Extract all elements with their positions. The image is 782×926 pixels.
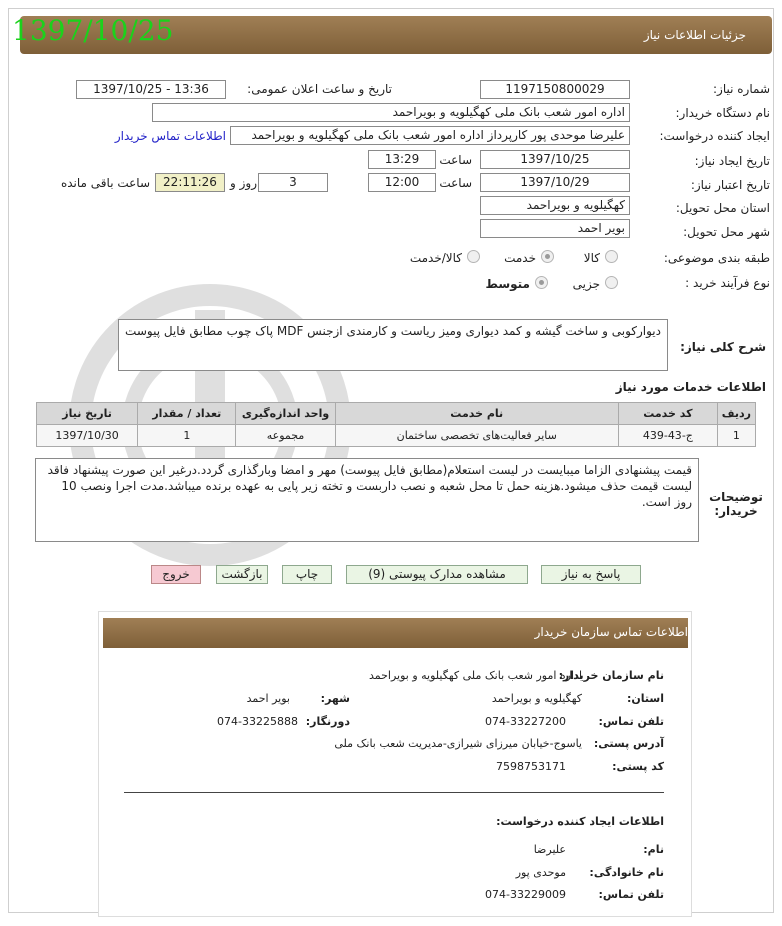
org-value: اداره امور شعب بانک ملی کهگیلویه و بویراحمد — [368, 669, 582, 682]
province-key: استان: — [627, 692, 664, 705]
create-date-label: تاریخ ایجاد نیاز: — [694, 154, 770, 168]
process-radio-minor[interactable] — [605, 276, 618, 289]
cell-service-code: ج-43-439 — [618, 425, 717, 447]
category-option-goods-service: کالا/خدمت — [409, 251, 462, 265]
col-quantity: تعداد / مقدار — [138, 403, 236, 425]
province-value: کهگیلویه و بویراحمد — [491, 692, 582, 705]
creator-label: ایجاد کننده درخواست: — [659, 129, 770, 143]
print-button[interactable]: چاپ — [282, 565, 332, 584]
creator-info-title: اطلاعات ایجاد کننده درخواست: — [496, 815, 664, 828]
back-button[interactable]: بازگشت — [216, 565, 268, 584]
reply-button[interactable]: پاسخ به نیاز — [541, 565, 641, 584]
fax-value: 074-33225888 — [217, 715, 298, 728]
address-value: یاسوج-خیابان میرزای شیرازی-مدیریت شعب بانک ملی — [334, 737, 582, 750]
contact-card-title: اطلاعات تماس سازمان خریدار — [534, 625, 688, 639]
remaining-time-field: 22:11:26 — [155, 173, 225, 192]
city-value: بویر احمد — [246, 692, 290, 705]
creator-field: علیرضا موحدی پور کارپرداز اداره امور شعب بانک ملی کهگیلویه و بویراحمد — [230, 126, 630, 145]
table-row — [37, 425, 756, 447]
cell-unit: مجموعه — [236, 425, 335, 447]
cell-need-date: 1397/10/30 — [37, 425, 138, 447]
creator-phone-value: 074-33229009 — [485, 888, 566, 901]
buyer-contact-link[interactable]: اطلاعات تماس خریدار — [114, 129, 226, 143]
announce-label: تاریخ و ساعت اعلان عمومی: — [247, 82, 392, 96]
attachments-button[interactable]: مشاهده مدارک پیوستی (9) — [346, 565, 528, 584]
col-unit: واحد اندازه‌گیری — [236, 403, 335, 425]
notes-textbox: قیمت پیشنهادی الزاما میبایست در لیست استعلام(مطابق فایل پیوست) مهر و امضا وبارگذاری گردد.درغیر این صورت پیشنهاد فاقد لیست قیمت حذف میشود.هزینه حمل تا محل شعبه و نصب داربست و تخته زیر پایی به عهده برنده میباشد.مدت اجرا ونصب 10 روز است. — [35, 458, 699, 542]
name-value: علیرضا — [533, 843, 566, 856]
org-key: نام سازمان خریدار: — [558, 669, 664, 682]
valid-time-label: ساعت — [439, 176, 472, 190]
create-time-field: 13:29 — [368, 150, 436, 169]
col-need-date: تاریخ نیاز — [37, 403, 138, 425]
valid-time-field: 12:00 — [368, 173, 436, 192]
phone-value: 074-33227200 — [485, 715, 566, 728]
page-title: جزئیات اطلاعات نیاز — [643, 28, 746, 42]
name-key: نام: — [643, 843, 664, 856]
buyer-org-label: نام دستگاه خریدار: — [675, 106, 770, 120]
province-field: کهگیلویه و بویراحمد — [480, 196, 630, 215]
address-key: آدرس پستی: — [593, 737, 664, 750]
need-number-label: شماره نیاز: — [713, 82, 770, 96]
cell-quantity: 1 — [138, 425, 236, 447]
process-option-minor: جزیی — [572, 277, 600, 291]
process-label: نوع فرآیند خرید : — [685, 276, 770, 290]
category-option-service: خدمت — [504, 251, 536, 265]
process-option-medium: متوسط — [485, 277, 530, 291]
date-stamp: 1397/10/25 — [12, 14, 174, 47]
cell-row: 1 — [717, 425, 755, 447]
city-field: بویر احمد — [480, 219, 630, 238]
family-key: نام خانوادگی: — [589, 866, 664, 879]
postal-key: کد پستی: — [612, 760, 664, 773]
valid-date-label: تاریخ اعتبار نیاز: — [690, 178, 770, 192]
postal-value: 7598753171 — [496, 760, 566, 773]
family-value: موحدی پور — [515, 866, 566, 879]
notes-label: توضیحات خریدار: — [709, 490, 763, 518]
exit-button[interactable]: خروج — [151, 565, 201, 584]
city-label: شهر محل تحویل: — [683, 225, 770, 239]
city-key: شهر: — [320, 692, 350, 705]
services-title: اطلاعات خدمات مورد نیاز — [615, 380, 766, 394]
remaining-days-field: 3 — [258, 173, 328, 192]
cell-service-name: سایر فعالیت‌های تخصصی ساختمان — [335, 425, 618, 447]
creator-phone-key: تلفن تماس: — [598, 888, 664, 901]
create-date-field: 1397/10/25 — [480, 150, 630, 169]
need-number-field: 1197150800029 — [480, 80, 630, 99]
province-label: استان محل تحویل: — [675, 201, 770, 215]
phone-key: تلفن تماس: — [598, 715, 664, 728]
days-label: روز و — [230, 176, 257, 190]
remaining-label: ساعت باقی مانده — [60, 176, 150, 190]
category-radio-goods[interactable] — [605, 250, 618, 263]
category-radio-goods-service[interactable] — [467, 250, 480, 263]
col-service-name: نام خدمت — [335, 403, 618, 425]
create-time-label: ساعت — [439, 153, 472, 167]
services-header-row — [37, 403, 756, 425]
process-radio-medium[interactable] — [535, 276, 548, 289]
category-radio-service[interactable] — [541, 250, 554, 263]
col-service-code: کد خدمت — [618, 403, 717, 425]
services-table — [36, 402, 756, 447]
valid-date-field: 1397/10/29 — [480, 173, 630, 192]
category-label: طبقه بندی موضوعی: — [663, 251, 770, 265]
summary-textbox: دیوارکوبی و ساخت گیشه و کمد دیواری ومیز ریاست و کارمندی ازجنس MDF پاک چوب مطابق فایل پیوست — [118, 319, 668, 371]
announce-field: 1397/10/25 - 13:36 — [76, 80, 226, 99]
category-option-goods: کالا — [583, 251, 600, 265]
contact-divider — [124, 792, 664, 793]
buyer-org-field: اداره امور شعب بانک ملی کهگیلویه و بویراحمد — [152, 103, 630, 122]
fax-key: دورنگار: — [305, 715, 350, 728]
col-row: ردیف — [717, 403, 755, 425]
summary-label: شرح کلی نیاز: — [680, 340, 766, 354]
